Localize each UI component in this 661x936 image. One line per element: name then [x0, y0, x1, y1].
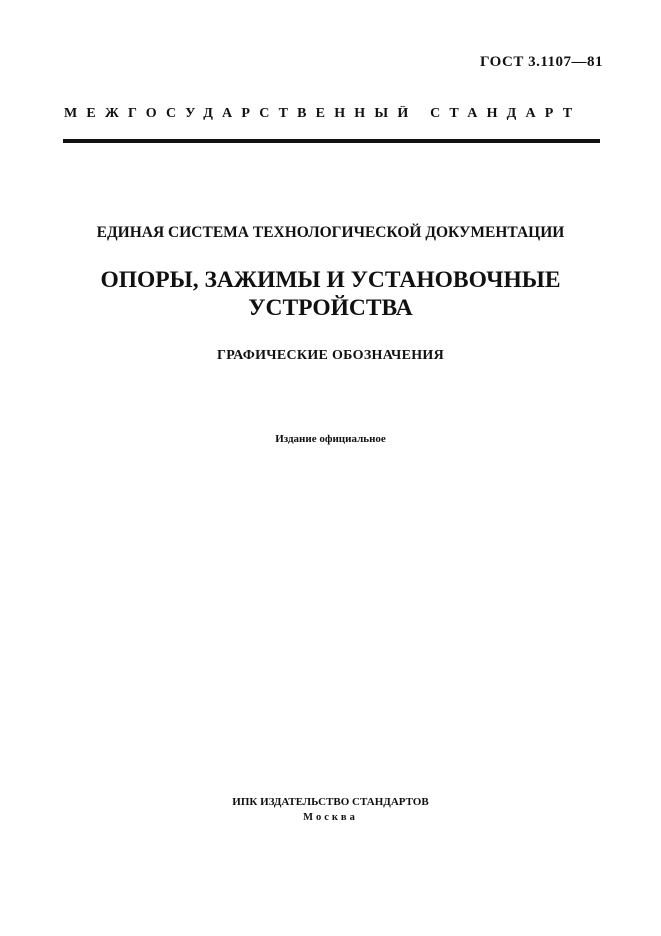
doc-number: ГОСТ 3.1107—81: [479, 54, 603, 70]
subtitle: ГРАФИЧЕСКИЕ ОБОЗНАЧЕНИЯ: [216, 348, 445, 363]
edition-label: Издание официальное: [275, 433, 386, 445]
main-title-line2: УСТРОЙСТВА: [248, 295, 413, 321]
standard-type: МЕЖГОСУДАРСТВЕННЫЙ СТАНДАРТ: [64, 106, 582, 121]
city: Москва: [303, 812, 358, 823]
main-title-line1: ОПОРЫ, ЗАЖИМЫ И УСТАНОВОЧНЫЕ: [100, 267, 561, 293]
header-rule: [63, 139, 600, 143]
main-title: [0, 266, 661, 322]
publisher: ИПК ИЗДАТЕЛЬСТВО СТАНДАРТОВ: [232, 796, 429, 808]
system-title: ЕДИНАЯ СИСТЕМА ТЕХНОЛОГИЧЕСКОЙ ДОКУМЕНТАЦИИ: [96, 224, 565, 241]
